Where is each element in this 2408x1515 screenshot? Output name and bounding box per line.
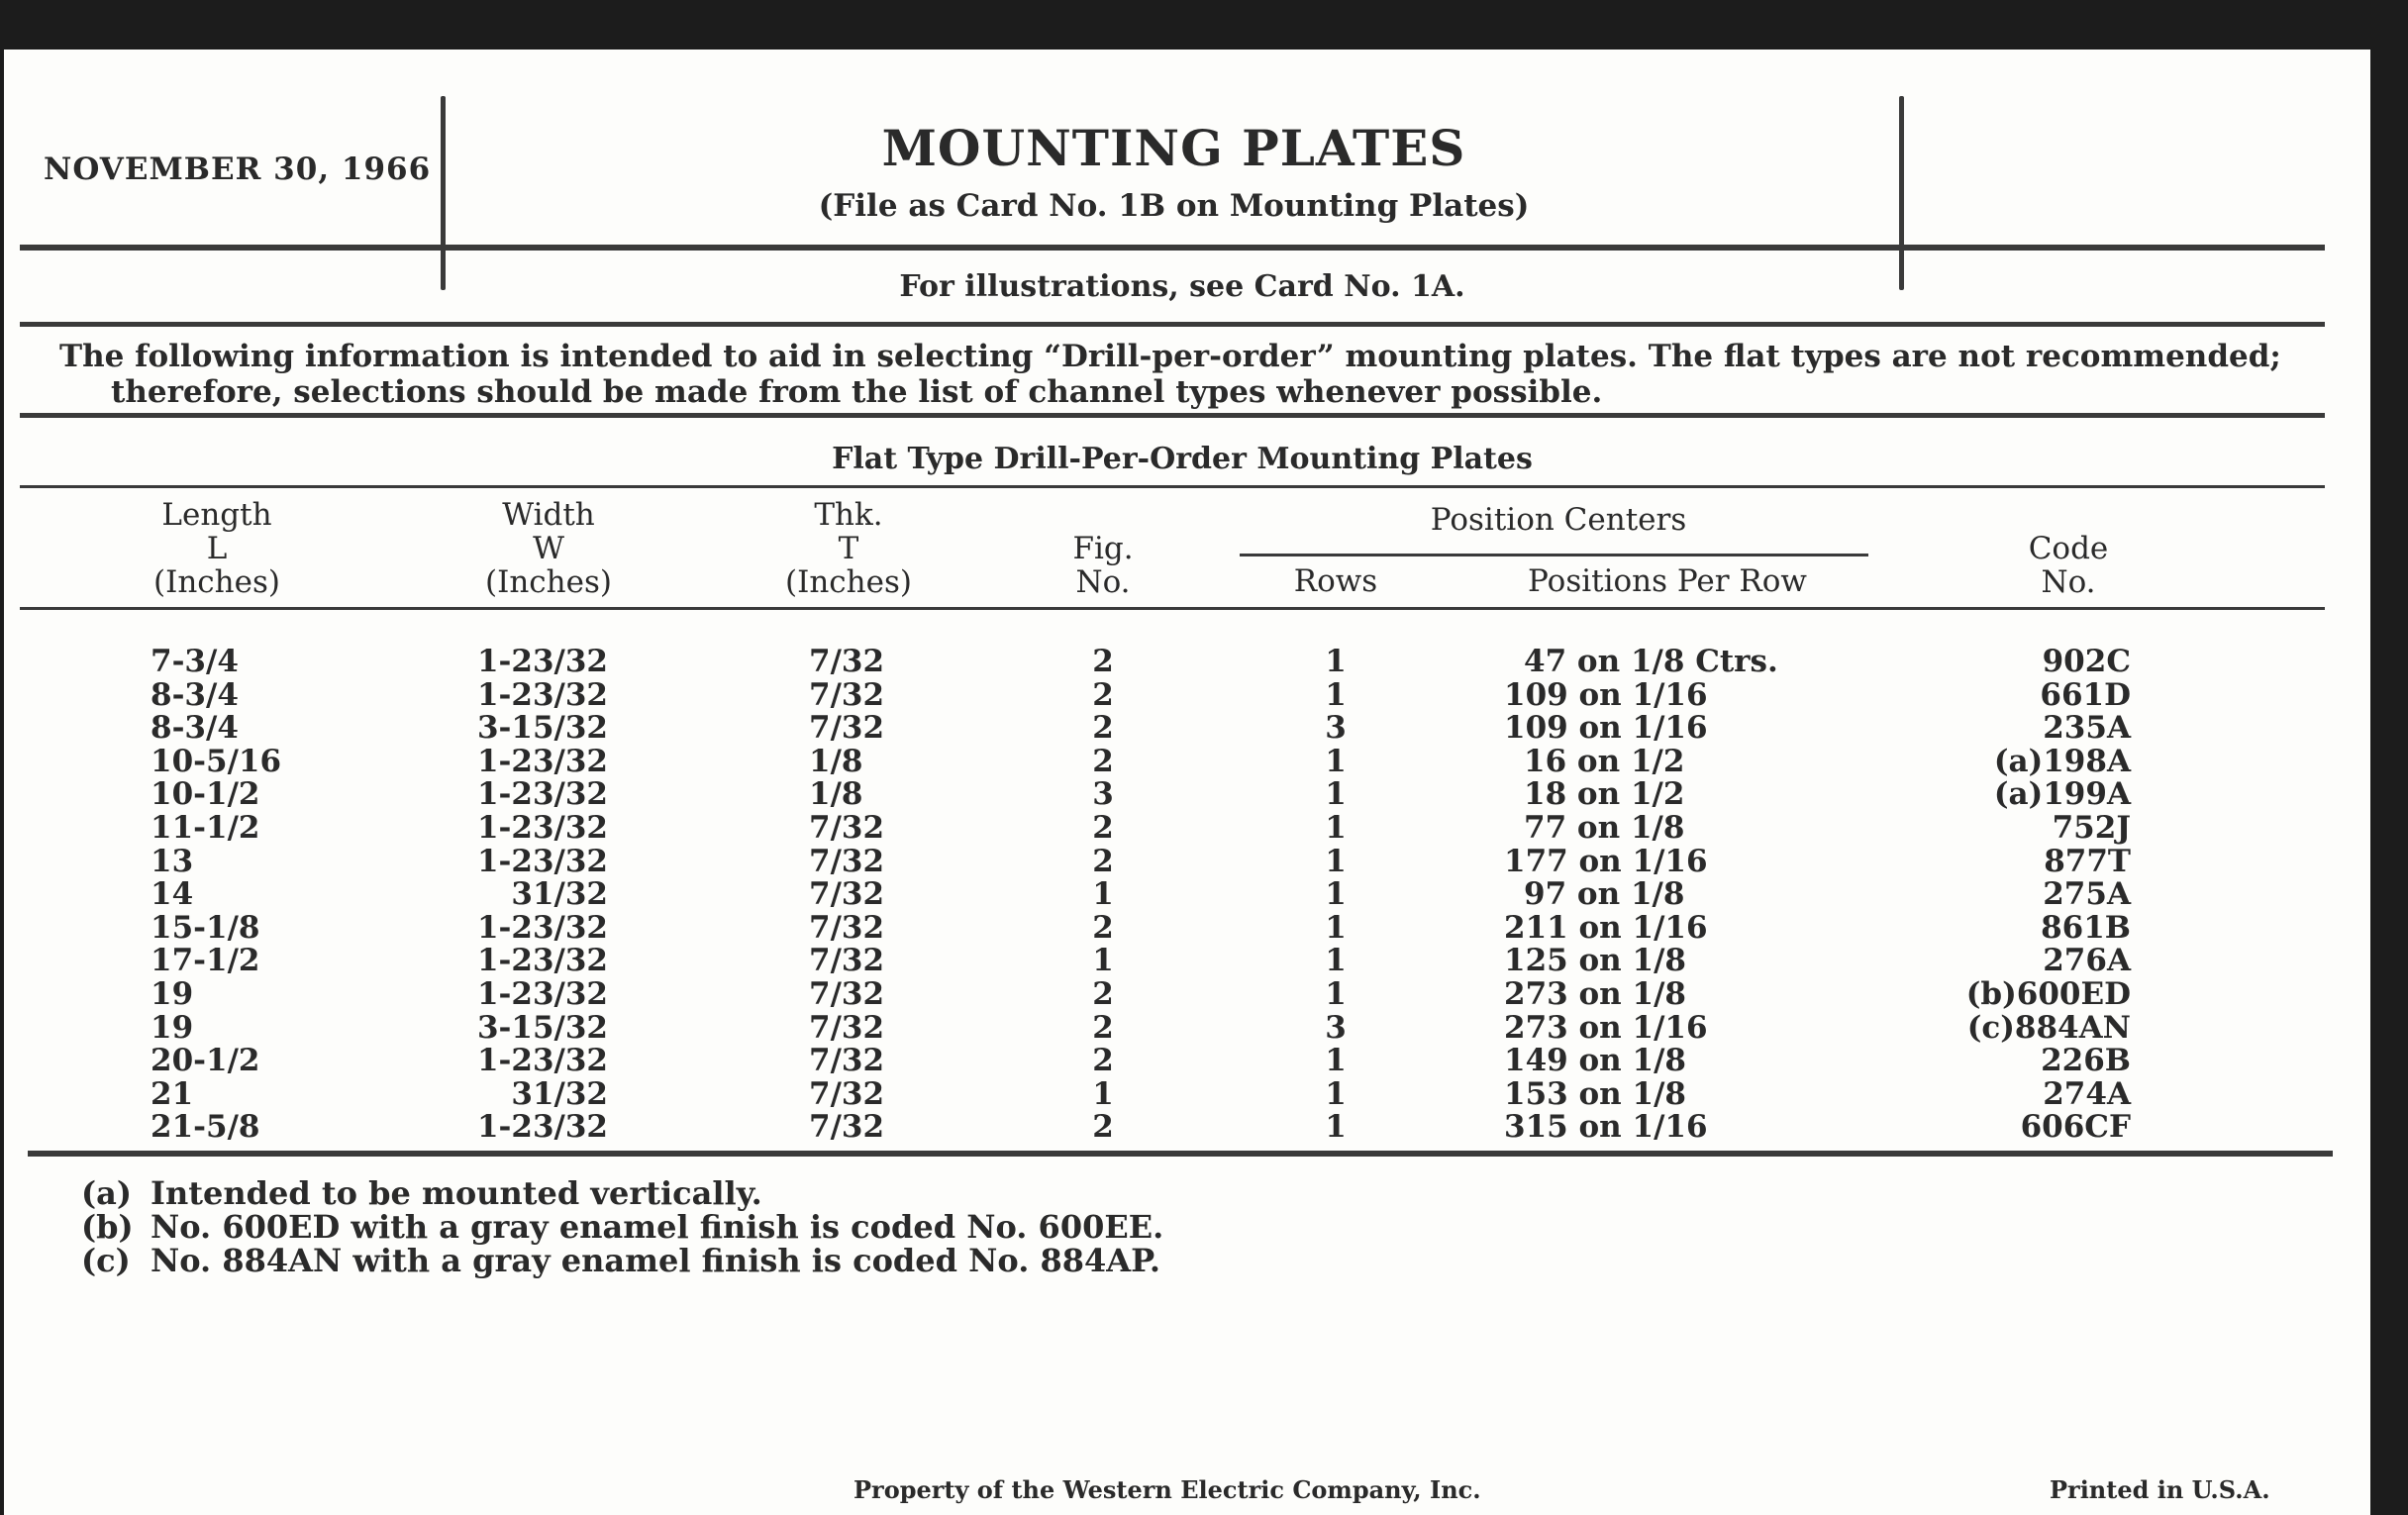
cell-length: 10-5/16 xyxy=(150,743,282,779)
cell-positions: 125 on 1/8 xyxy=(1504,943,1686,979)
cell-positions: 77 on 1/8 xyxy=(1524,810,1685,846)
cell-width: 1-23/32 xyxy=(476,1043,608,1079)
table-title-rule xyxy=(20,485,2325,488)
cell-length: 8-3/4 xyxy=(150,676,239,713)
cell-length: 10-1/2 xyxy=(150,776,260,813)
cell-fig: 2 xyxy=(1092,909,1114,946)
cell-fig: 1 xyxy=(1092,876,1114,913)
cell-positions: 211 on 1/16 xyxy=(1504,909,1708,946)
cell-width: 1-23/32 xyxy=(476,676,608,713)
cell-fig: 2 xyxy=(1092,1109,1114,1146)
cell-length: 21-5/8 xyxy=(150,1109,260,1146)
header-rule xyxy=(20,245,2325,251)
page-subtitle: (File as Card No. 1B on Mounting Plates) xyxy=(818,188,1530,224)
cell-thk: 7/32 xyxy=(809,1009,885,1046)
cell-thk: 7/32 xyxy=(809,676,885,713)
cell-width: 1-23/32 xyxy=(476,843,608,879)
cell-length: 19 xyxy=(150,1009,194,1046)
header-thickness: Thk. T (Inches) xyxy=(785,497,912,600)
cell-thk: 7/32 xyxy=(809,843,885,879)
intro-line-2: therefore, selections should be made from the list of channel types whenever possible. xyxy=(111,374,1603,410)
table-title: Flat Type Drill-Per-Order Mounting Plates xyxy=(832,442,1533,476)
cell-length: 21 xyxy=(150,1075,194,1112)
cell-length: 8-3/4 xyxy=(150,710,239,747)
cell-code: 606CF xyxy=(2020,1109,2131,1146)
cell-thk: 7/32 xyxy=(809,1109,885,1146)
cell-rows: 1 xyxy=(1325,810,1347,846)
cell-code: 902C xyxy=(2042,644,2131,679)
cell-thk: 7/32 xyxy=(809,909,885,946)
header-position-centers: Position Centers xyxy=(1430,502,1687,538)
table-header-rule xyxy=(20,607,2325,610)
cell-rows: 3 xyxy=(1325,710,1347,747)
intro-rule xyxy=(20,413,2325,418)
cell-width: 3-15/32 xyxy=(476,1009,608,1046)
cell-positions: 109 on 1/16 xyxy=(1504,710,1708,747)
cell-positions: 97 on 1/8 xyxy=(1524,876,1685,913)
cell-length: 11-1/2 xyxy=(150,810,260,846)
cell-length: 17-1/2 xyxy=(150,943,260,979)
cell-rows: 1 xyxy=(1325,1109,1347,1146)
cell-code: 752J xyxy=(2052,810,2131,846)
cell-thk: 7/32 xyxy=(809,976,885,1012)
illustrations-note: For illustrations, see Card No. 1A. xyxy=(899,269,1465,304)
cell-code: 861B xyxy=(2041,909,2131,946)
cell-rows: 1 xyxy=(1325,776,1347,813)
cell-rows: 1 xyxy=(1325,1043,1347,1079)
cell-thk: 7/32 xyxy=(809,710,885,747)
cell-length: 19 xyxy=(150,976,194,1012)
cell-thk: 1/8 xyxy=(809,776,863,813)
cell-thk: 7/32 xyxy=(809,1075,885,1112)
cell-thk: 7/32 xyxy=(809,876,885,913)
cell-fig: 1 xyxy=(1092,943,1114,979)
cell-code: 877T xyxy=(2044,843,2131,879)
cell-rows: 1 xyxy=(1325,676,1347,713)
cell-width: 31/32 xyxy=(511,876,608,913)
header-code-no: Code No. xyxy=(2028,531,2109,600)
cell-length: 13 xyxy=(150,843,194,879)
cell-width: 3-15/32 xyxy=(476,710,608,747)
cell-positions: 109 on 1/16 xyxy=(1504,676,1708,713)
header-rows: Rows xyxy=(1293,563,1378,599)
cell-positions: 47 on 1/8 Ctrs. xyxy=(1524,644,1778,679)
illustrations-rule xyxy=(20,322,2325,327)
cell-positions: 18 on 1/2 xyxy=(1524,776,1685,813)
cell-width: 1-23/32 xyxy=(476,976,608,1012)
header-length: Length L (Inches) xyxy=(153,497,280,600)
cell-length: 20-1/2 xyxy=(150,1043,260,1079)
cell-fig: 2 xyxy=(1092,1043,1114,1079)
cell-code: (c)884AN xyxy=(1966,1009,2131,1046)
cell-thk: 7/32 xyxy=(809,644,885,679)
position-centers-rule xyxy=(1240,554,1868,556)
cell-thk: 7/32 xyxy=(809,943,885,979)
cell-positions: 153 on 1/8 xyxy=(1504,1075,1686,1112)
cell-fig: 2 xyxy=(1092,810,1114,846)
cell-rows: 1 xyxy=(1325,743,1347,779)
header-width: Width W (Inches) xyxy=(485,497,612,600)
cell-width: 1-23/32 xyxy=(476,810,608,846)
page-title: MOUNTING PLATES xyxy=(881,119,1466,177)
cell-positions: 16 on 1/2 xyxy=(1524,743,1685,779)
cell-width: 1-23/32 xyxy=(476,743,608,779)
cell-code: (a)198A xyxy=(1993,743,2131,779)
cell-code: 276A xyxy=(2043,943,2131,979)
cell-thk: 7/32 xyxy=(809,1043,885,1079)
cell-code: (a)199A xyxy=(1993,776,2131,813)
cell-positions: 149 on 1/8 xyxy=(1504,1043,1686,1079)
cell-rows: 1 xyxy=(1325,909,1347,946)
intro-line-1: The following information is intended to aid in selecting “Drill-per-order” mounting plates. The flat types are not recommended; xyxy=(59,339,2281,374)
cell-width: 31/32 xyxy=(511,1075,608,1112)
cell-width: 1-23/32 xyxy=(476,1109,608,1146)
cell-rows: 1 xyxy=(1325,943,1347,979)
footnotes xyxy=(81,1176,1163,1277)
cell-fig: 3 xyxy=(1092,776,1114,813)
cell-fig: 2 xyxy=(1092,843,1114,879)
cell-width: 1-23/32 xyxy=(476,943,608,979)
table-bottom-rule xyxy=(28,1151,2333,1157)
cell-positions: 273 on 1/16 xyxy=(1504,1009,1708,1046)
cell-length: 15-1/8 xyxy=(150,909,260,946)
cell-length: 7-3/4 xyxy=(150,644,239,679)
document-card xyxy=(4,50,2370,1515)
cell-code: 226B xyxy=(2041,1043,2131,1079)
header-fig-no: Fig. No. xyxy=(1072,531,1134,600)
document-date: NOVEMBER 30, 1966 xyxy=(44,152,432,187)
cell-rows: 3 xyxy=(1325,1009,1347,1046)
cell-width: 1-23/32 xyxy=(476,644,608,679)
footnote-a: (a) Intended to be mounted vertically. xyxy=(81,1174,762,1212)
cell-fig: 2 xyxy=(1092,644,1114,679)
footnote-c: (c) No. 884AN with a gray enamel finish is coded No. 884AP. xyxy=(81,1242,1161,1279)
cell-width: 1-23/32 xyxy=(476,909,608,946)
cell-rows: 1 xyxy=(1325,644,1347,679)
footer-printed: Printed in U.S.A. xyxy=(2050,1475,2270,1504)
cell-rows: 1 xyxy=(1325,843,1347,879)
cell-code: 235A xyxy=(2043,710,2131,747)
cell-positions: 315 on 1/16 xyxy=(1504,1109,1708,1146)
cell-code: (b)600ED xyxy=(1965,976,2131,1012)
cell-code: 274A xyxy=(2043,1075,2131,1112)
cell-fig: 2 xyxy=(1092,1009,1114,1046)
cell-rows: 1 xyxy=(1325,1075,1347,1112)
cell-fig: 2 xyxy=(1092,676,1114,713)
cell-code: 661D xyxy=(2040,676,2131,713)
footnote-b: (b) No. 600ED with a gray enamel finish is coded No. 600EE. xyxy=(81,1208,1164,1246)
footer-property: Property of the Western Electric Company, Inc. xyxy=(853,1475,1481,1504)
cell-length: 14 xyxy=(150,876,194,913)
cell-thk: 7/32 xyxy=(809,810,885,846)
cell-fig: 2 xyxy=(1092,710,1114,747)
cell-positions: 273 on 1/8 xyxy=(1504,976,1686,1012)
cell-fig: 2 xyxy=(1092,976,1114,1012)
header-positions-per-row: Positions Per Row xyxy=(1528,563,1807,599)
cell-thk: 1/8 xyxy=(809,743,863,779)
cell-code: 275A xyxy=(2043,876,2131,913)
cell-fig: 2 xyxy=(1092,743,1114,779)
cell-fig: 1 xyxy=(1092,1075,1114,1112)
cell-width: 1-23/32 xyxy=(476,776,608,813)
cell-positions: 177 on 1/16 xyxy=(1504,843,1708,879)
cell-rows: 1 xyxy=(1325,976,1347,1012)
intro-paragraph xyxy=(59,339,2337,410)
cell-rows: 1 xyxy=(1325,876,1347,913)
